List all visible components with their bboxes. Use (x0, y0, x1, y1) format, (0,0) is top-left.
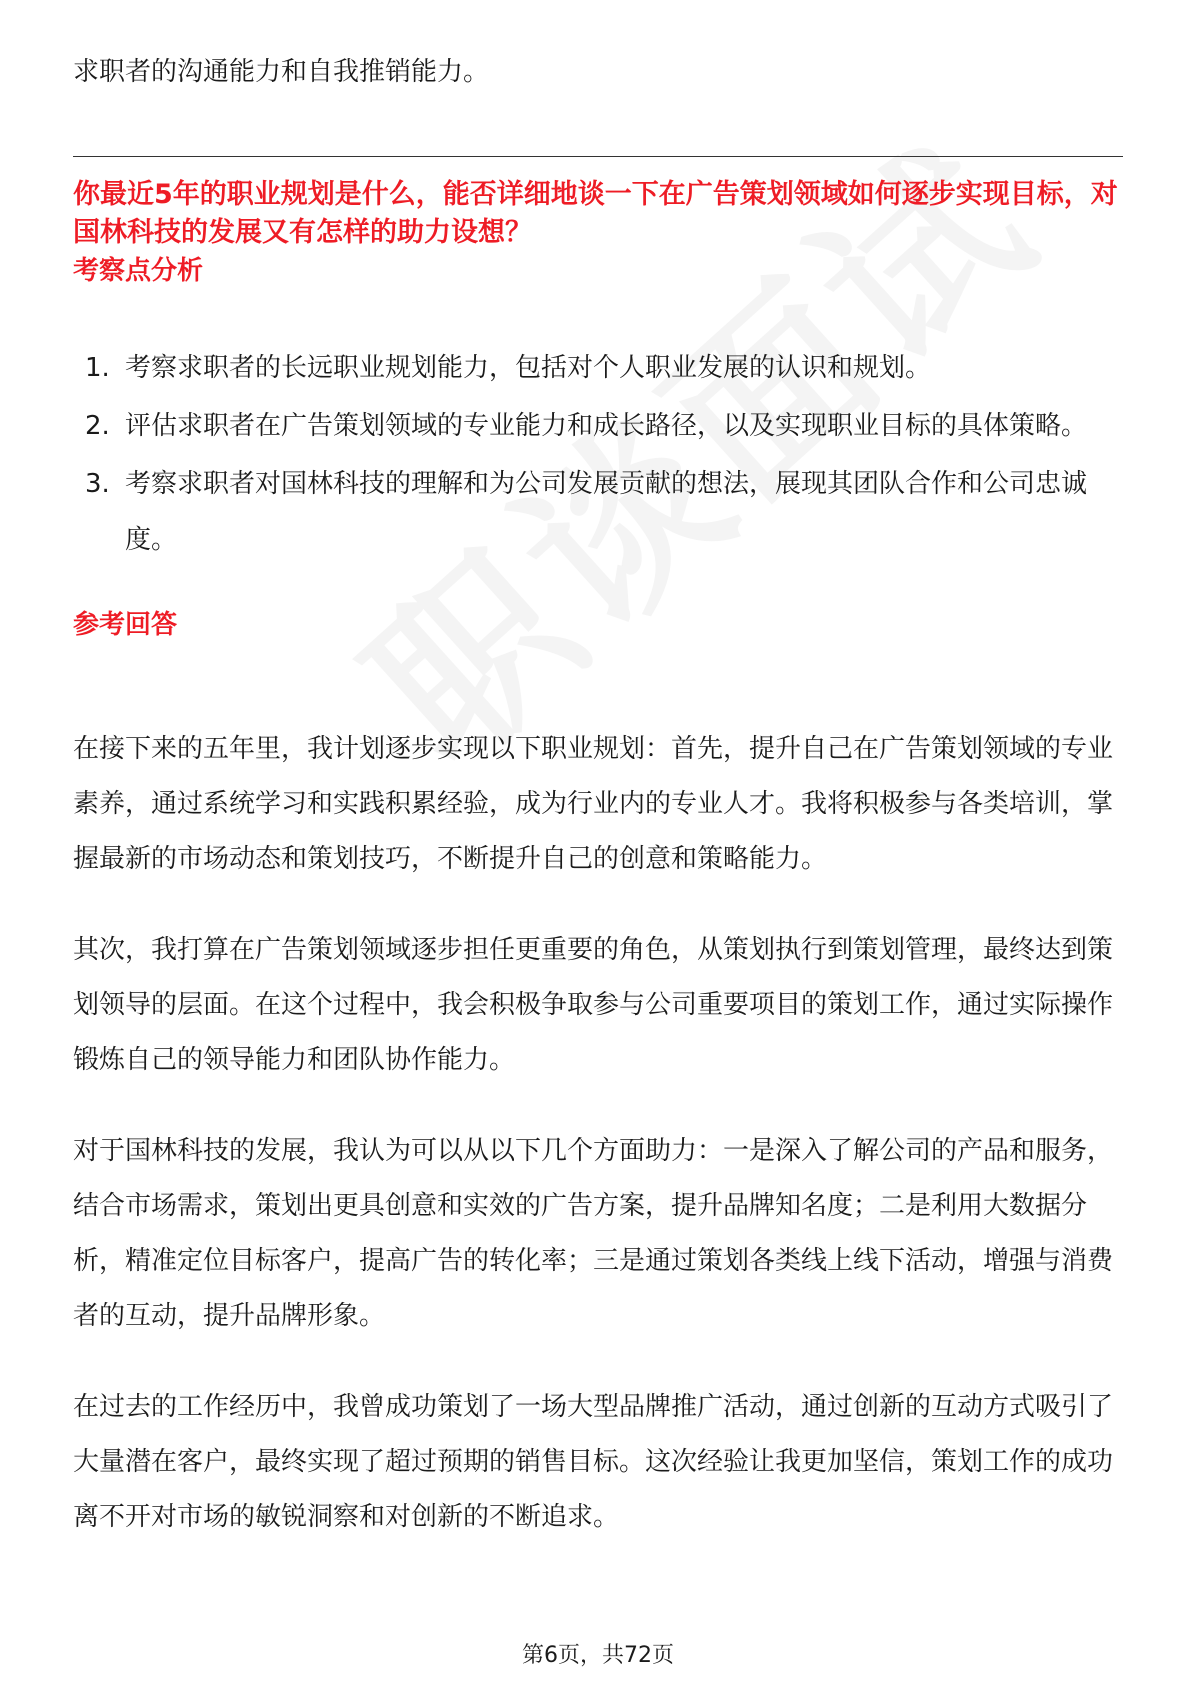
list-item (73, 398, 1123, 454)
answer-body (73, 722, 1123, 1581)
list-item (73, 456, 1123, 568)
list-item-text: 考察求职者的长远职业规划能力，包括对个人职业发展的认识和规划。 (125, 353, 932, 383)
document-page (73, 0, 1123, 1684)
analysis-title: 考察点分析 (73, 256, 204, 286)
answer-title: 参考回答 (73, 610, 178, 640)
list-number: 2. (85, 411, 110, 441)
divider (73, 156, 1123, 157)
list-number: 1. (85, 353, 110, 383)
list-item-text: 考察求职者对国林科技的理解和为公司发展贡献的想法，展现其团队合作和公司忠诚度。 (125, 469, 1088, 555)
list-number: 3. (85, 469, 110, 499)
list-item-text: 评估求职者在广告策划领域的专业能力和成长路径，以及实现职业目标的具体策略。 (125, 411, 1088, 441)
lead-text: 求职者的沟通能力和自我推销能力。 (73, 57, 490, 87)
page-footer: 第6页，共72页 (522, 1643, 674, 1668)
question-heading: 你最近5年的职业规划是什么，能否详细地谈一下在广告策划领域如何逐步实现目标，对国林科技的发展又有怎样的助力设想？ (73, 179, 1118, 248)
answer-paragraph: 在接下来的五年里，我计划逐步实现以下职业规划：首先，提升自己在广告策划领域的专业素养，通过系统学习和实践积累经验，成为行业内的专业人才。我将积极参与各类培训，掌握最新的市场动态和策划技巧，不断提升自己的创意和策略能力。 (73, 734, 1114, 874)
answer-paragraph: 其次，我打算在广告策划领域逐步担任更重要的角色，从策划执行到策划管理，最终达到策划领导的层面。在这个过程中，我会积极争取参与公司重要项目的策划工作，通过实际操作锻炼自己的领导能力和团队协作能力。 (73, 935, 1114, 1075)
analysis-list (73, 340, 1123, 570)
answer-paragraph: 对于国林科技的发展，我认为可以从以下几个方面助力：一是深入了解公司的产品和服务，结合市场需求，策划出更具创意和实效的广告方案，提升品牌知名度；二是利用大数据分析，精准定位目标客户，提高广告的转化率；三是通过策划各类线上线下活动，增强与消费者的互动，提升品牌形象。 (73, 1136, 1114, 1331)
answer-paragraph: 在过去的工作经历中，我曾成功策划了一场大型品牌推广活动，通过创新的互动方式吸引了大量潜在客户，最终实现了超过预期的销售目标。这次经验让我更加坚信，策划工作的成功离不开对市场的敏锐洞察和对创新的不断追求。 (73, 1392, 1114, 1532)
list-item (73, 340, 1123, 396)
